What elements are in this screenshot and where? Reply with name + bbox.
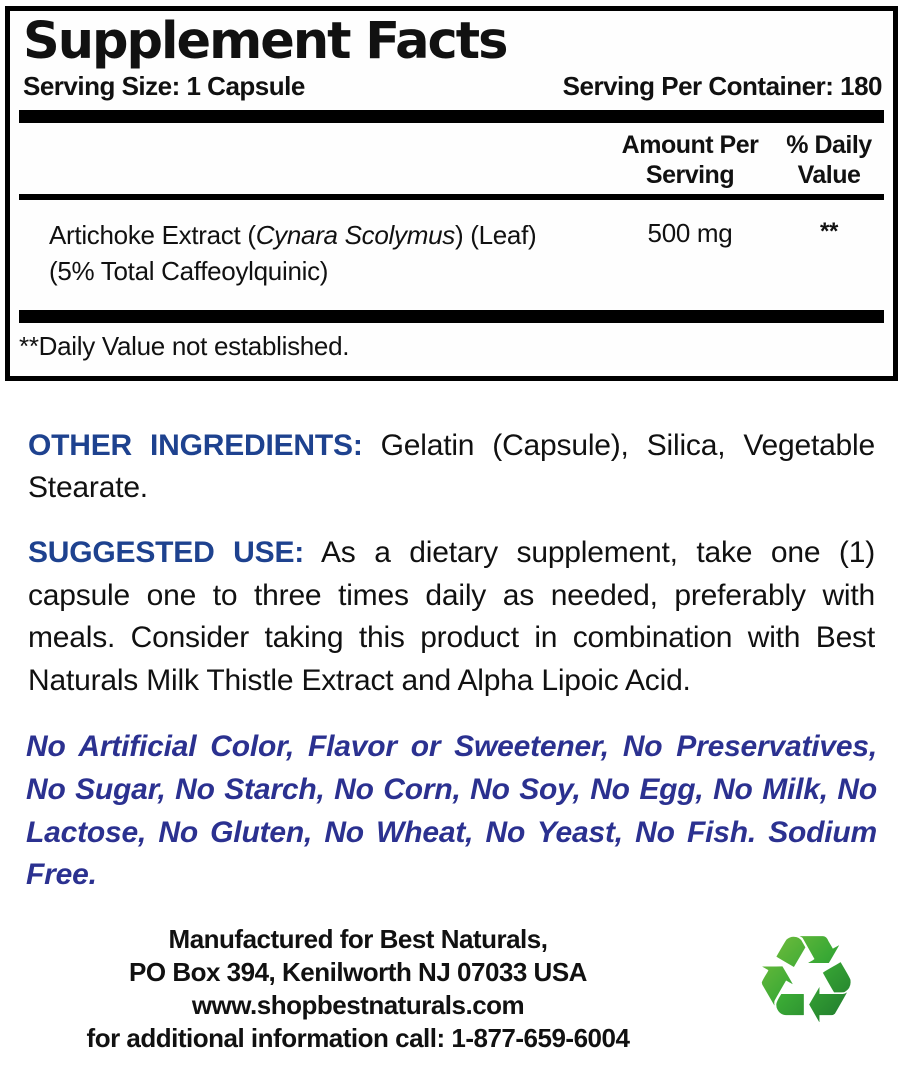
phone-line: for additional information call: 1-877-659-6004 <box>86 1022 630 1053</box>
ingredient-name-part: Artichoke Extract ( <box>49 220 256 251</box>
other-ingredients-text: Gelatin (Capsule), Silica, Vegetable Stearate. <box>28 428 875 505</box>
panel-title: Supplement Facts <box>23 12 507 71</box>
manufacturer-info <box>0 923 716 1055</box>
divider-thick-top <box>19 110 884 123</box>
recycle-icon: ♻ <box>751 908 861 1051</box>
serving-size: Serving Size: 1 Capsule <box>23 71 305 102</box>
other-ingredients-paragraph <box>28 425 875 510</box>
address-line: PO Box 394, Kenilworth NJ 07033 USA <box>129 956 587 987</box>
website-line: www.shopbestnaturals.com <box>191 989 525 1020</box>
supplement-facts-panel <box>5 6 898 381</box>
column-header-row <box>19 123 884 194</box>
amount-header-line1: Amount Per <box>621 131 759 160</box>
amount-per-serving-header <box>606 131 774 190</box>
other-ingredients-label: OTHER INGREDIENTS: <box>28 428 363 462</box>
ingredient-row <box>19 200 884 310</box>
suggested-use-text: As a dietary supplement, take one (1) capsule one to three times daily as needed, preferably with meals. Consider taking this product in combination with Best Naturals Milk Thistle Extract and Alpha Lipoic Acid. <box>28 535 875 697</box>
servings-per-container: Serving Per Container: 180 <box>562 71 882 102</box>
suggested-use-label: SUGGESTED USE: <box>28 535 305 569</box>
amount-header-line2: Serving <box>645 160 735 189</box>
daily-value-header <box>774 131 884 190</box>
manufacturer-line: Manufactured for Best Naturals, <box>168 923 548 954</box>
ingredient-daily-value: ** <box>819 218 839 246</box>
ingredient-name-part2: ) (Leaf) <box>454 220 537 251</box>
daily-value-footnote: **Daily Value not established. <box>19 330 350 361</box>
ingredient-standardization: (5% Total Caffeoylquinic) <box>49 255 329 286</box>
suggested-use-paragraph <box>28 532 875 702</box>
no-additives-claims: No Artificial Color, Flavor or Sweetener, No Preservatives, No Sugar, No Starch, No Corn, No Soy, No Egg, No Milk, No Lactose, No Gluten, No Wheat, No Yeast, No Fish. Sodium Free. <box>26 730 877 892</box>
serving-row <box>23 71 882 102</box>
dv-header-line2: Value <box>797 160 861 189</box>
divider-thick-bottom <box>19 310 884 323</box>
footer-section <box>0 908 903 1073</box>
ingredient-species-italic: Cynara Scolymus <box>255 220 455 251</box>
ingredient-name <box>19 218 606 290</box>
dv-header-line1: % Daily <box>786 131 872 160</box>
ingredient-amount: 500 mg <box>647 218 733 249</box>
supplement-label <box>0 6 903 1073</box>
